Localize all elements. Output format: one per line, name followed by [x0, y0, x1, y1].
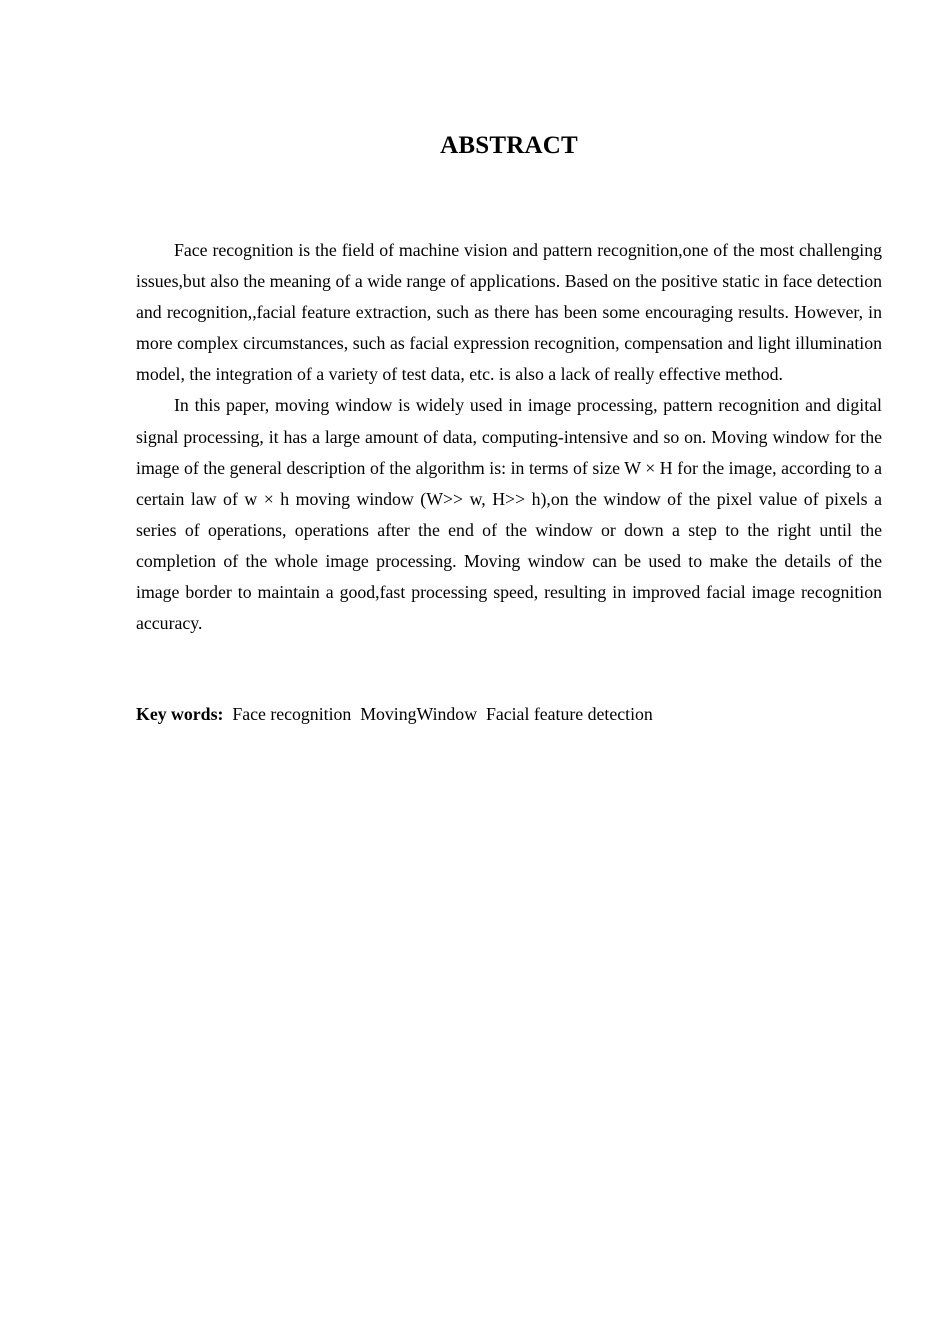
keyword-item: Face recognition [232, 704, 352, 724]
abstract-body [136, 235, 882, 639]
keywords-line [136, 700, 882, 728]
abstract-paragraph-1: Face recognition is the field of machine vision and pattern recognition,one of the most challenging issues,but also the meaning of a wide range of applications. Based on the positive static in face detection and recognition,,facial feature extraction, such as there has been some encouraging results. However, in more complex circumstances, such as facial expression recognition, compensation and light illumination model, the integration of a variety of test data, etc. is also a lack of really effective method. [136, 240, 882, 385]
keyword-item: MovingWindow [360, 704, 478, 724]
keywords-label: Key words: [136, 704, 224, 724]
abstract-paragraph-2: In this paper, moving window is widely used in image processing, pattern recognition and digital signal processing, it has a large amount of data, computing-intensive and so on. Moving window for the image of the general description of the algorithm is: in terms of size W × H for the image, according to a certain law of w × h moving window (W>> w, H>> h),on the window of the pixel value of pixels a series of operations, operations after the end of the window or down a step to the right until the completion of the whole image processing. Moving window can be used to make the details of the image border to maintain a good,fast processing speed, resulting in improved facial image recognition accuracy. [136, 395, 882, 634]
abstract-title: ABSTRACT [440, 132, 578, 159]
keyword-item: Facial feature detection [485, 704, 653, 724]
